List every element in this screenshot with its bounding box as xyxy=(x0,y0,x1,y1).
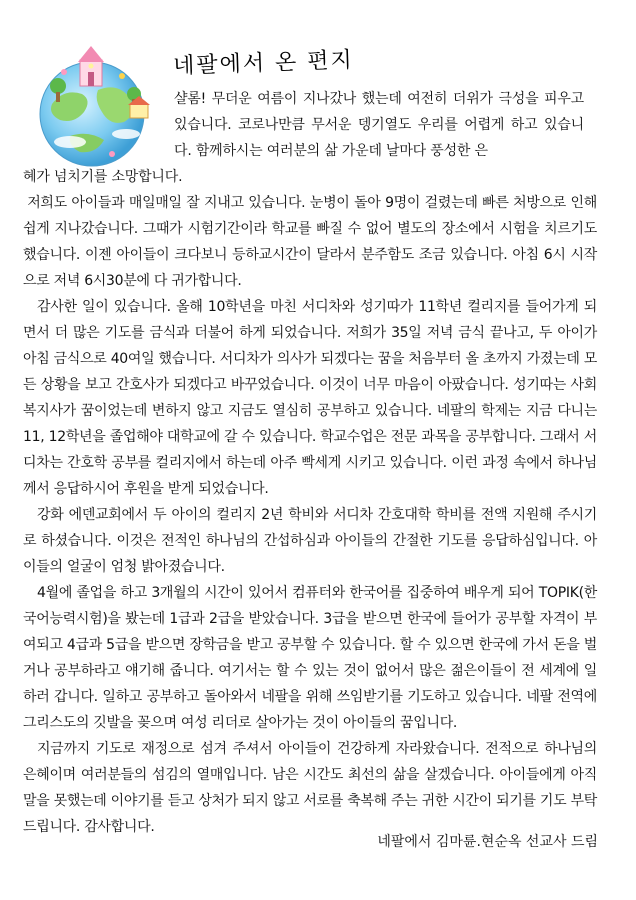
greeting-continuation: 혜가 넘치기를 소망합니다. xyxy=(23,169,183,185)
paragraph-closing: 지금까지 기도로 재정으로 섬겨 주셔서 아이들이 건강하게 자라왔습니다. 전적으로 하나님의 은혜이며 여러분들의 섬김의 열매입니다. 남은 시간도 최선의 삶을 살겠습니다. 아이들에게 아직 말을 못했는데 이야기를 듣고 상처가 되지 않고 서로를 축복해 주는 귀한 시간이 되기를 기도 부탁드립니다. 감사합니다. xyxy=(23,741,597,835)
letter-body xyxy=(23,190,597,840)
greeting-paragraph: 샬롬! 무더운 여름이 지나갔나 했는데 여전히 더위가 극성을 피우고 있습니다. 코로나만큼 무서운 뎅기열도 우리를 어렵게 하고 있습니다. 함께하시는 여러분의 삶 가운데 날마다 풍성한 은 xyxy=(174,91,584,159)
paragraph-daily-life: 저희도 아이들과 매일매일 잘 지내고 있습니다. 눈병이 돌아 9명이 걸렸는데 빠른 처방으로 인해 쉽게 지나갔습니다. 그때가 시험기간이라 학교를 빠질 수 없어 별도의 장소에서 시험을 치르기도 했습니다. 이젠 아이들이 크다보니 등하교시간이 달라서 분주함도 조금 있습니다. 아침 6시 시작으로 저녁 6시30분에 다 귀가합니다. xyxy=(23,195,597,289)
paragraph-scholarship: 강화 에덴교회에서 두 아이의 컬리지 2년 학비와 서디차 간호대학 학비를 전액 지원해 주시기로 하셨습니다. 이것은 전적인 하나님의 간섭하심과 아이들의 간절한 기도를 응답하심입니다. 아이들의 얼굴이 엄청 밝아졌습니다. xyxy=(23,507,597,575)
signature: 네팔에서 김마륜.현순옥 선교사 드림 xyxy=(377,834,598,850)
paragraph-gratitude: 감사한 일이 있습니다. 올해 10학년을 마친 서디차와 성기따가 11학년 컬리지를 들어가게 되면서 더 많은 기도를 금식과 더불어 하게 되었습니다. 저희가 35일 저녁 금식 끝나고, 두 아이가 아침 금식으로 40여일 했습니다. 서디차가 의사가 되겠다는 꿈을 처음부터 올 초까지 가졌는데 모든 상황을 보고 간호사가 되겠다고 바꾸었습니다. 이것이 너무 마음이 아팠습니다. 성기따는 사회복지사가 꿈이었는데 변하지 않고 지금도 열심히 공부하고 있습니다. 네팔의 학제는 지금 다니는 11, 12학년을 졸업해야 대학교에 갈 수 있습니다. 학교수업은 전문 과목을 공부합니다. 그래서 서디차는 간호학 공부를 컬리지에서 하는데 아주 빡세게 시키고 있습니다. 이런 과정 속에서 하나님께서 응답하시어 후원을 받게 되었습니다. xyxy=(23,299,597,497)
paragraph-topik: 4월에 졸업을 하고 3개월의 시간이 있어서 컴퓨터와 한국어를 집중하여 배우게 되어 TOPIK(한국어능력시험)을 봤는데 1급과 2급을 받았습니다. 3급을 받으면 한국에 들어가 공부할 자격이 부여되고 4급과 5급을 받으면 장학금을 받고 공부할 수 있습니다. 할 수 있으면 한국에 가서 돈을 벌거나 공부하라고 얘기해 줍니다. 여기서는 할 수 있는 것이 없어서 많은 젊은이들이 전 세계에 일하러 갑니다. 일하고 공부하고 돌아와서 네팔을 위해 쓰임받기를 기도하고 있습니다. 네팔 전역에 그리스도의 깃발을 꽂으며 여성 리더로 살아가는 것이 아이들의 꿈입니다. xyxy=(23,585,597,731)
globe-illustration xyxy=(30,42,160,172)
letter-title: 네팔에서 온 편지 xyxy=(172,47,355,80)
